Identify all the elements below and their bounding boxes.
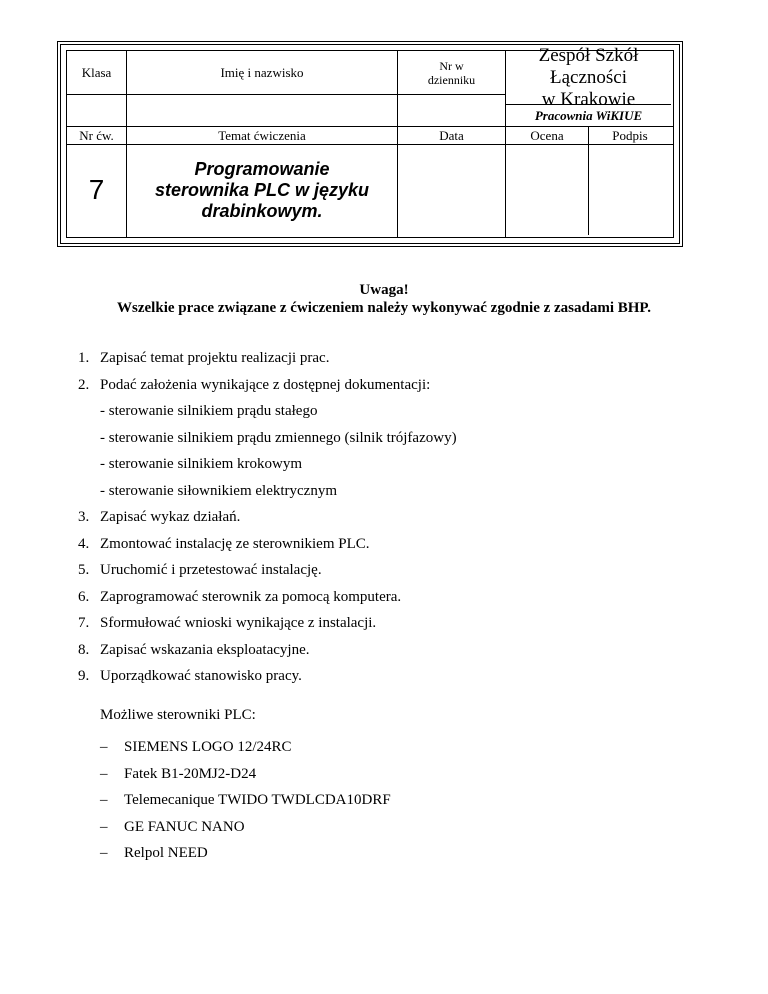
header-form bbox=[57, 41, 683, 247]
step-text: Uruchomić i przetestować instalację. bbox=[100, 562, 322, 578]
header-form-grid bbox=[66, 44, 674, 238]
plc-item bbox=[100, 734, 391, 761]
dash-bullet: – bbox=[100, 845, 108, 861]
temat-label: Temat ćwiczenia bbox=[218, 127, 306, 143]
plc-item-label: Relpol NEED bbox=[124, 845, 208, 861]
topic-line-1: Programowanie bbox=[194, 158, 330, 179]
plc-item-label: SIEMENS LOGO 12/24RC bbox=[124, 739, 292, 755]
plc-item bbox=[100, 814, 391, 841]
dash-bullet: – bbox=[100, 765, 108, 782]
step-item bbox=[78, 557, 457, 584]
notice-text: Wszelkie prace związane z ćwiczeniem należy wykonywać zgodnie z zasadami BHP. bbox=[117, 300, 651, 316]
step-subitem bbox=[78, 425, 457, 452]
podpis-field[interactable] bbox=[589, 145, 671, 235]
dzienniku-label: dzienniku bbox=[427, 72, 476, 87]
step-item bbox=[78, 372, 457, 399]
nr-w-label: Nr w bbox=[439, 58, 464, 73]
step-text: Uporządkować stanowisko pracy. bbox=[100, 668, 302, 684]
step-item bbox=[78, 531, 457, 558]
klasa-label: Klasa bbox=[81, 64, 112, 80]
step-number: 8. bbox=[78, 641, 90, 658]
plc-item bbox=[100, 787, 391, 814]
school-name bbox=[506, 44, 671, 110]
klasa-field[interactable] bbox=[67, 95, 126, 126]
step-subitem bbox=[78, 478, 457, 505]
topic-line-2: sterownika PLC w języku bbox=[154, 179, 370, 200]
step-text: Zapisać temat projektu realizacji prac. bbox=[100, 350, 330, 366]
pracownia-label: Pracownia WiKIUE bbox=[534, 107, 643, 123]
exercise-topic bbox=[127, 145, 397, 235]
dash-bullet: – bbox=[100, 792, 108, 808]
plc-item-label: GE FANUC NANO bbox=[124, 818, 245, 835]
ocena-field[interactable] bbox=[506, 145, 588, 235]
plc-list-title: Możliwe sterowniki PLC: bbox=[100, 707, 256, 723]
data-field[interactable] bbox=[398, 145, 505, 235]
dash-bullet: – bbox=[100, 739, 108, 755]
step-text: - sterowanie silnikiem prądu stałego bbox=[100, 403, 318, 419]
step-text: Podać założenia wynikające z dostępnej dokumentacji: bbox=[100, 376, 431, 393]
step-number: 5. bbox=[78, 562, 90, 578]
nr-dziennika-field[interactable] bbox=[398, 95, 505, 126]
step-number: 2. bbox=[78, 376, 90, 393]
topic-line-3: drabinkowym. bbox=[201, 200, 323, 221]
step-item bbox=[78, 345, 457, 372]
step-item bbox=[78, 504, 457, 531]
school-line-2: w Krakowie bbox=[541, 88, 636, 110]
step-number: 3. bbox=[78, 509, 90, 525]
ocena-label: Ocena bbox=[530, 127, 564, 143]
step-subitem bbox=[78, 398, 457, 425]
step-text: Sformułować wnioski wynikające z instalacji. bbox=[100, 615, 377, 631]
plc-item-label: Telemecanique TWIDO TWDLCDA10DRF bbox=[124, 792, 391, 808]
plc-item bbox=[100, 761, 391, 788]
plc-item-label: Fatek B1-20MJ2-D24 bbox=[124, 765, 257, 782]
step-number: 4. bbox=[78, 535, 90, 552]
step-number: 7. bbox=[78, 615, 90, 631]
podpis-label: Podpis bbox=[612, 127, 648, 143]
data-label: Data bbox=[439, 127, 464, 143]
step-text: - sterowanie silnikiem krokowym bbox=[100, 456, 303, 472]
plc-list bbox=[100, 734, 391, 867]
imie-label: Imię i nazwisko bbox=[220, 64, 304, 80]
step-number: 6. bbox=[78, 588, 90, 605]
step-item bbox=[78, 610, 457, 637]
step-subitem bbox=[78, 451, 457, 478]
step-number: 1. bbox=[78, 350, 90, 366]
imie-field[interactable] bbox=[127, 95, 397, 126]
nr-w-dzienniku-label bbox=[398, 51, 505, 94]
step-text: - sterowanie silnikiem prądu zmiennego (silnik trójfazowy) bbox=[100, 429, 457, 446]
step-number: 9. bbox=[78, 668, 90, 684]
step-item bbox=[78, 637, 457, 664]
school-line-1: Zespół Szkół Łączności bbox=[538, 44, 639, 88]
dash-bullet: – bbox=[100, 818, 108, 835]
plc-item bbox=[100, 840, 391, 867]
step-text: Zapisać wskazania eksploatacyjne. bbox=[100, 641, 310, 658]
step-item bbox=[78, 584, 457, 611]
step-text: Zaprogramować sterownik za pomocą komputera. bbox=[100, 588, 402, 605]
step-text: Zapisać wykaz działań. bbox=[100, 509, 241, 525]
step-item bbox=[78, 663, 457, 690]
notice-title: Uwaga! bbox=[359, 282, 409, 298]
step-text: Zmontować instalację ze sterownikiem PLC. bbox=[100, 535, 370, 552]
step-text: - sterowanie siłownikiem elektrycznym bbox=[100, 482, 338, 499]
exercise-number: 7 bbox=[88, 174, 105, 205]
steps-list bbox=[78, 345, 457, 690]
nr-cw-label: Nr ćw. bbox=[79, 127, 114, 143]
